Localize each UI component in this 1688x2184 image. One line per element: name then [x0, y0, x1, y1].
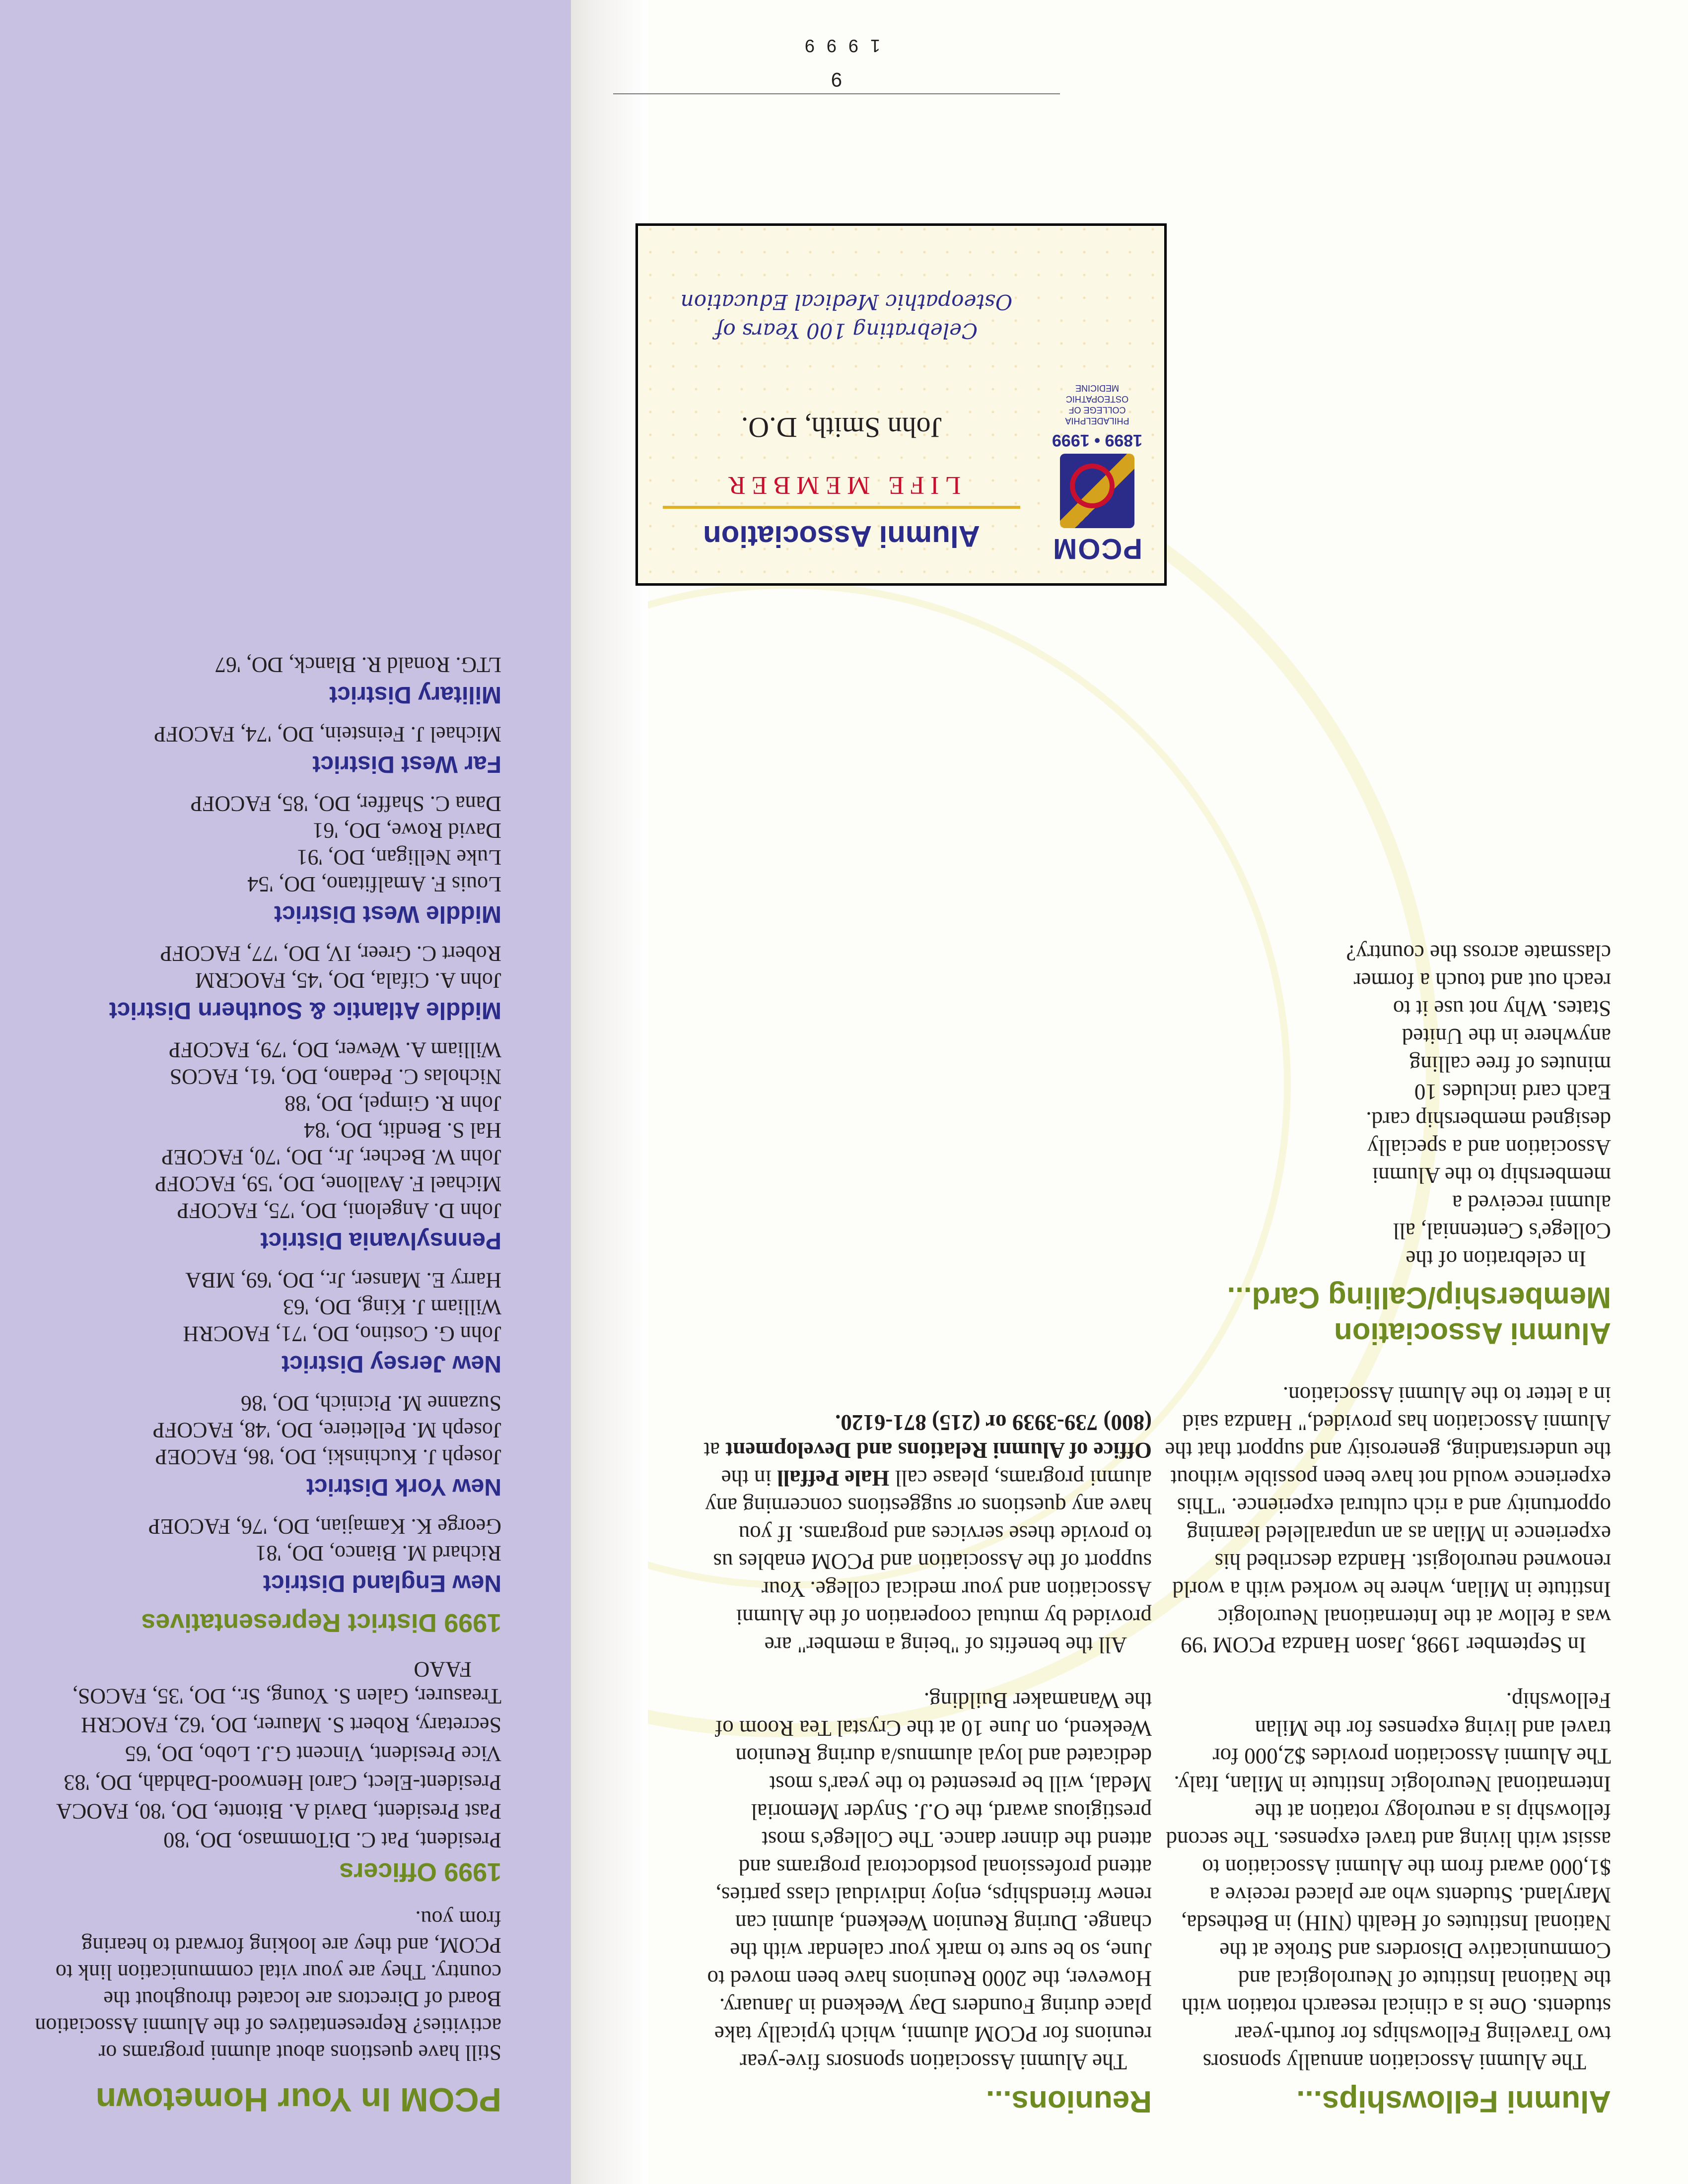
college-name: PHILADELPHIA COLLEGE OF OSTEOPATHIC MEDICINE	[1065, 383, 1129, 426]
fellowships-paragraph-1: The Alumni Association annually sponsors two Traveling Fellowships for fourth-year students. One is a clinical research rotation with the National Institute of Neurological and Communicative Disorders and Stroke at the National Institutes of Health (NIH) in Bethesda, Maryland. Students who are placed receive a $1,000 award from the Alumni Association to assist with living and travel expenses. The second fellowship is a neurology rotation at the International Neurologic Institute in Milan, Italy. The Alumni Association provides $2,000 for travel and living expenses for the Milan Fellowship.	[1166, 1688, 1611, 2074]
rep-item: Michael J. Feinstein, DO, '74, FACOFP	[153, 722, 501, 747]
page-number: 9	[831, 68, 843, 90]
card-member-name: John Smith, D.O.	[741, 411, 942, 444]
district-name: Far West District	[312, 751, 501, 777]
centennial-logo-icon	[1060, 454, 1134, 528]
district-name: New Jersey District	[281, 1351, 501, 1377]
fellowships-paragraph-2: In September 1998, Jason Handza PCOM '99 was a fellow at the International Neurologic Institute in Milan, where he worked with a world renowned neurologist. Handza described his experience in Milan as an unparalleled learning opportunity and a rich cultural experience. "This experience would not have been possible without the understanding, generosity and support that the Alumni Association has provided," Handza said in a letter to the Alumni Association.	[1165, 1382, 1611, 1657]
rep-item: David Rowe, DO, '61	[312, 819, 501, 843]
district-military	[35, 651, 501, 708]
officer-item: President, Pat C. DiTommaso, DO, '80	[163, 1828, 501, 1852]
contact-office: Office of Alumni Relations and Development	[725, 1438, 1152, 1463]
centennial-years: 1899 • 1999	[1052, 431, 1143, 450]
district-new-york	[35, 1390, 501, 1500]
district-name: Middle Atlantic & Southern District	[109, 997, 501, 1024]
card-life-member: LIFE MEMBER	[722, 471, 961, 499]
officer-item: President-Elect, Carol Henwood-Dahdah, DO, '83	[64, 1771, 501, 1795]
reunions-title: Reunions...	[985, 2084, 1152, 2118]
district-new-england	[35, 1513, 501, 1596]
district-name: Pennsylvania District	[260, 1228, 501, 1254]
membership-paragraph: In celebration of the College's Centennial, all alumni received a membership to the Alumni Association and a specially designed membership card. Each card includes 10 minutes of free calling anywhere in the United States. Why not use it to reach out and touch a former classmate across the country?	[1346, 941, 1611, 1271]
rep-item: LTG. Ronald R. Blanck, DO, '67	[214, 653, 501, 677]
reunions-paragraph-2-text: All the benefits of "being a member" are provided by mutual cooperation of the Alumni Association and your medical college. Your support of the Association and PCOM enables us to provide these services and programs. If you have any questions or suggestions concerning any alumni programs, please call	[705, 1466, 1152, 1657]
district-middle-west	[35, 790, 501, 927]
officer-item: Secretary, Robert S. Maurer, DO, '62, FAOCRH	[81, 1713, 501, 1737]
district-name: New York District	[306, 1474, 501, 1500]
district-name: New England District	[263, 1570, 501, 1596]
reunions-paragraph-2	[695, 1409, 1152, 1659]
rep-item: Hal S. Bendit, DO, '84	[304, 1118, 501, 1143]
rep-item: Joseph M. Pelletiere, DO, '48, FACOFP	[152, 1418, 501, 1442]
rep-item: Louis F. Amalfitano, DO, '54	[247, 872, 501, 896]
district-new-jersey	[35, 1267, 501, 1377]
card-tagline: Celebrating 100 Years of Osteopathic Medical Education	[680, 290, 1013, 343]
fellowships-title: Alumni Fellowships...	[1296, 2084, 1611, 2118]
page-footer	[613, 35, 1060, 94]
rep-item: John W. Becher, Jr., DO, '70, FACOEP	[161, 1145, 501, 1169]
rep-item: Suzanne M. Picinich, DO, '86	[241, 1391, 501, 1416]
officer-item: Treasurer, Galen S. Young, Sr., DO, '35, FACOS, FAAO	[72, 1657, 501, 1708]
rep-item: William A. Wewer, DO, '79, FACOFP	[168, 1038, 501, 1062]
rep-item: Michael F. Avallone, DO, '59, FACOFP	[154, 1172, 501, 1196]
pcom-logo	[1050, 383, 1144, 565]
rep-item: Dana C. Shaffer, DO, '85, FACOFP	[190, 792, 501, 816]
district-far-west	[35, 721, 501, 777]
hometown-content	[35, 651, 501, 2119]
contact-phone: (800) 739-3939 or (215) 871-6120.	[835, 1410, 1152, 1435]
rep-item: Robert C. Greer, IV, DO, '77, FACOFP	[160, 942, 501, 966]
reunions-paragraph-1: The Alumni Association sponsors five-year reunions for PCOM alumni, which typically take place during Founders Day Weekend in January. However, the 2000 Reunions have been moved to June, so be sure to mark your calendar with the change. During Reunion Weekend, alumni can renew friendships, enjoy individual class parties, attend professional postdoctoral programs and attend the dinner dance. The College's most prestigious award, the O.J. Snyder Memorial Medal, will be presented to the year's most dedicated and loyal alumnus/a during Reunion Weekend, on June 10 at the Crystal Tea Room of the Wanamaker Building.	[707, 1688, 1152, 2074]
district-reps-heading: 1999 District Representatives	[141, 1608, 501, 1637]
rep-item: John D. Angeloni, DO, '75, FACOFP	[177, 1199, 501, 1223]
footer-year: 1999	[792, 36, 881, 56]
card-association: Alumni Association	[703, 520, 980, 553]
hometown-intro: Still have questions about alumni programs or activities? Representatives of the Alumni Association Board of Directors are located throughout the country. They are your vital communication link to PCOM, and they are looking forward to hearing from you.	[35, 1907, 501, 2065]
officers-list	[35, 1656, 501, 1853]
district-name: Military District	[329, 682, 501, 708]
rep-item: Nicholas C. Pedano, DO, '61, FACOS	[169, 1065, 501, 1089]
rep-item: John A. Cifala, DO, '45, FAOCRM	[195, 968, 501, 993]
rep-item: Harry E. Manser, Jr., DO, '69, MBA	[185, 1268, 501, 1293]
district-pennsylvania	[35, 1036, 501, 1254]
contact-connector: in the	[721, 1466, 772, 1491]
card-rule	[663, 506, 1020, 509]
rep-item: Joseph J. Kuchinski, DO, '86, FACOEP	[155, 1445, 501, 1469]
rep-item: George K. Kamajian, DO, '76, FACOEP	[148, 1514, 501, 1539]
left-column	[1164, 939, 1611, 2119]
officer-item: Past President, David A. Bitonte, DO, '80, FAOCA	[56, 1799, 501, 1824]
rep-item: John G. Costino, DO, '71, FAOCRH	[183, 1322, 501, 1346]
district-name: Middle West District	[274, 901, 501, 927]
rep-item: John R. Gimpel, DO, '88	[284, 1092, 501, 1116]
pcom-logo-text: PCOM	[1052, 533, 1142, 565]
contact-at: at	[703, 1438, 720, 1463]
middle-column	[695, 1409, 1152, 2119]
rep-item: Luke Nelligan, DO, '91	[296, 845, 501, 870]
rep-item: Richard M. Bianco, DO, '81	[255, 1541, 501, 1566]
officer-item: Vice President, Vincent G.J. Lobo, DO, '65	[125, 1742, 501, 1766]
hometown-title: PCOM In Your Hometown	[95, 2081, 501, 2118]
membership-title: Alumni Association Membership/Calling Card...	[1227, 1281, 1611, 1350]
officers-heading: 1999 Officers	[339, 1857, 501, 1886]
membership-card	[635, 223, 1167, 586]
contact-name: Hale Peffall	[777, 1466, 890, 1491]
district-middle-atlantic-southern	[35, 940, 501, 1024]
rep-item: William J. King, DO, '63	[282, 1295, 501, 1319]
